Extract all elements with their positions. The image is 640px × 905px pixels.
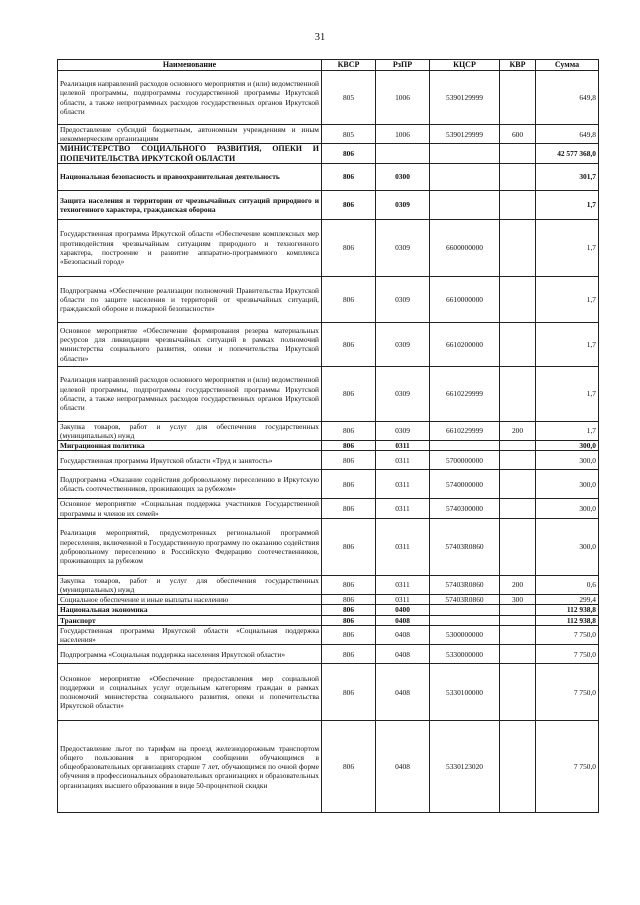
cell-sum: 300,0	[536, 518, 599, 575]
cell-kcsr: 5740300000	[430, 499, 500, 518]
table-row	[58, 322, 599, 366]
cell-kcsr: 6610000000	[430, 276, 500, 322]
cell-name: Реализация мероприятий, предусмотренных региональной программой переселения, включенной в Государственную программу по оказанию содействия добровольному переселению в Российскую Федерацию соотечественников, проживающих за рубежом	[58, 518, 322, 575]
cell-kvr	[500, 190, 536, 219]
cell-name: Защита населения и территории от чрезвычайных ситуаций природного и техногенного характера, гражданская оборона	[58, 190, 322, 219]
cell-sum: 112 938,8	[536, 615, 599, 625]
cell-sum: 1,7	[536, 322, 599, 366]
cell-sum: 1,7	[536, 366, 599, 421]
table-row	[58, 595, 599, 605]
cell-kcsr: 5330123020	[430, 721, 500, 813]
cell-sum: 649,8	[536, 125, 599, 144]
cell-sum: 7 750,0	[536, 625, 599, 644]
cell-kcsr	[430, 190, 500, 219]
table-row	[58, 421, 599, 440]
cell-kvsr: 806	[322, 421, 376, 440]
cell-rzpr: 0311	[376, 470, 430, 499]
cell-kcsr	[430, 605, 500, 615]
cell-kvr	[500, 499, 536, 518]
cell-kcsr: 5390129999	[430, 71, 500, 125]
cell-sum: 299,4	[536, 595, 599, 605]
cell-rzpr: 0311	[376, 595, 430, 605]
cell-name: Подпрограмма «Социальная поддержка населения Иркутской области»	[58, 645, 322, 664]
cell-kvr	[500, 518, 536, 575]
table-row	[58, 721, 599, 813]
table-row	[58, 163, 599, 190]
table-row	[58, 499, 599, 518]
cell-name: Подпрограмма «Обеспечение реализации полномочий Правительства Иркутской области по защите населения и территорий от чрезвычайных ситуаций, гражданской обороне и пожарной безопасности»	[58, 276, 322, 322]
header-kcsr: КЦСР	[430, 60, 500, 71]
cell-kvr	[500, 605, 536, 615]
header-kvr: КВР	[500, 60, 536, 71]
cell-sum: 7 750,0	[536, 664, 599, 721]
cell-kcsr: 57403R0860	[430, 595, 500, 605]
cell-name: Закупка товаров, работ и услуг для обеспечения государственных (муниципальных) нужд	[58, 421, 322, 440]
cell-name: Государственная программа Иркутской области «Социальная поддержка населения»	[58, 625, 322, 644]
cell-kvr	[500, 322, 536, 366]
cell-kvr	[500, 615, 536, 625]
cell-rzpr: 0408	[376, 721, 430, 813]
cell-sum: 649,8	[536, 71, 599, 125]
cell-kvsr: 806	[322, 322, 376, 366]
cell-rzpr: 0311	[376, 499, 430, 518]
table-row	[58, 366, 599, 421]
cell-kvr	[500, 664, 536, 721]
cell-rzpr: 0400	[376, 605, 430, 615]
cell-kvr: 200	[500, 575, 536, 594]
header-name: Наименование	[58, 60, 322, 71]
cell-kvsr: 806	[322, 366, 376, 421]
cell-kcsr: 5740000000	[430, 470, 500, 499]
cell-sum: 300,0	[536, 499, 599, 518]
cell-kvsr: 806	[322, 664, 376, 721]
cell-name: Государственная программа Иркутской области «Труд и занятость»	[58, 451, 322, 470]
header-sum: Сумма	[536, 60, 599, 71]
table-row	[58, 518, 599, 575]
cell-name: Транспорт	[58, 615, 322, 625]
cell-kcsr: 6610229999	[430, 366, 500, 421]
cell-rzpr	[376, 144, 430, 163]
cell-kvsr: 806	[322, 163, 376, 190]
table-row	[58, 190, 599, 219]
cell-rzpr: 0408	[376, 625, 430, 644]
cell-kvr	[500, 625, 536, 644]
cell-kvsr: 806	[322, 721, 376, 813]
cell-sum: 1,7	[536, 276, 599, 322]
cell-kvsr: 806	[322, 595, 376, 605]
cell-sum: 300,0	[536, 470, 599, 499]
cell-name: Реализация направлений расходов основного мероприятия и (или) ведомственной целевой программы, подпрограммы государственной программы Иркутской области, а также непрограммных расходов государственных органов Иркутской области	[58, 366, 322, 421]
cell-kvsr: 805	[322, 71, 376, 125]
table-row	[58, 276, 599, 322]
cell-rzpr: 0311	[376, 575, 430, 594]
cell-name: МИНИСТЕРСТВО СОЦИАЛЬНОГО РАЗВИТИЯ, ОПЕКИ И ПОПЕЧИТЕЛЬСТВА ИРКУТСКОЙ ОБЛАСТИ	[58, 144, 322, 163]
cell-rzpr: 0309	[376, 219, 430, 276]
cell-name: Государственная программа Иркутской области «Обеспечение комплексных мер противодействия чрезвычайным ситуациям природного и техногенного характера, построение и развитие аппаратно-программного комплекса «Безопасный город»	[58, 219, 322, 276]
cell-name: Основное мероприятие «Обеспечение формирования резерва материальных ресурсов для ликвидации чрезвычайных ситуаций в рамках полномочий министерства социального развития, опеки и попечительства Иркутской области»	[58, 322, 322, 366]
budget-table	[57, 59, 599, 813]
cell-rzpr: 0309	[376, 322, 430, 366]
header-kvsr: КВСР	[322, 60, 376, 71]
cell-sum: 1,7	[536, 190, 599, 219]
table-row	[58, 451, 599, 470]
cell-kvsr: 806	[322, 575, 376, 594]
cell-rzpr: 0309	[376, 366, 430, 421]
cell-sum: 112 938,8	[536, 605, 599, 615]
cell-kvsr: 806	[322, 605, 376, 615]
cell-kvsr: 806	[322, 625, 376, 644]
header-rzpr: РзПР	[376, 60, 430, 71]
cell-name: Подпрограмма «Оказание содействия добровольному переселению в Иркутскую область соотечественников, проживающих за рубежом»	[58, 470, 322, 499]
cell-sum: 1,7	[536, 219, 599, 276]
cell-kcsr: 5390129999	[430, 125, 500, 144]
cell-kvr: 600	[500, 125, 536, 144]
table-row	[58, 71, 599, 125]
cell-rzpr: 0408	[376, 645, 430, 664]
cell-sum: 7 750,0	[536, 721, 599, 813]
cell-kcsr: 5330100000	[430, 664, 500, 721]
table-row	[58, 144, 599, 163]
cell-name: Национальная экономика	[58, 605, 322, 615]
cell-kcsr: 5330000000	[430, 645, 500, 664]
cell-kcsr: 57403R0860	[430, 518, 500, 575]
cell-kvr	[500, 645, 536, 664]
cell-kvsr: 806	[322, 451, 376, 470]
cell-kvr: 200	[500, 421, 536, 440]
cell-kcsr: 6610229999	[430, 421, 500, 440]
cell-rzpr: 0311	[376, 451, 430, 470]
cell-kvsr: 806	[322, 276, 376, 322]
cell-kvr	[500, 451, 536, 470]
cell-name: Закупка товаров, работ и услуг для обеспечения государственных (муниципальных) нужд	[58, 575, 322, 594]
cell-kvr: 300	[500, 595, 536, 605]
table-row	[58, 441, 599, 451]
cell-sum: 300,0	[536, 441, 599, 451]
cell-kvr	[500, 219, 536, 276]
cell-kvr	[500, 366, 536, 421]
cell-kcsr	[430, 163, 500, 190]
table-row	[58, 615, 599, 625]
cell-kcsr	[430, 615, 500, 625]
cell-sum: 0,6	[536, 575, 599, 594]
table-row	[58, 575, 599, 594]
table-row	[58, 664, 599, 721]
cell-kcsr: 6610200000	[430, 322, 500, 366]
cell-sum: 300,0	[536, 451, 599, 470]
cell-name: Миграционная политика	[58, 441, 322, 451]
cell-rzpr: 1006	[376, 125, 430, 144]
cell-rzpr: 0300	[376, 163, 430, 190]
table-row	[58, 605, 599, 615]
cell-kcsr: 6600000000	[430, 219, 500, 276]
cell-name: Предоставление субсидий бюджетным, автономным учреждениям и иным некоммерческим организациям	[58, 125, 322, 144]
cell-rzpr: 0309	[376, 421, 430, 440]
cell-kvsr: 806	[322, 499, 376, 518]
cell-kvsr: 806	[322, 441, 376, 451]
table-row	[58, 645, 599, 664]
cell-name: Социальное обеспечение и иные выплаты населению	[58, 595, 322, 605]
cell-kvr	[500, 144, 536, 163]
cell-kvr	[500, 163, 536, 190]
cell-kcsr	[430, 441, 500, 451]
cell-sum: 1,7	[536, 421, 599, 440]
cell-rzpr: 0408	[376, 615, 430, 625]
cell-kcsr: 57403R0860	[430, 575, 500, 594]
table-row	[58, 470, 599, 499]
cell-name: Реализация направлений расходов основного мероприятия и (или) ведомственной целевой программы, подпрограммы государственной программы Иркутской области, а также непрограммных расходов государственных органов Иркутской области	[58, 71, 322, 125]
cell-rzpr: 0408	[376, 664, 430, 721]
cell-rzpr: 0309	[376, 190, 430, 219]
cell-kvsr: 806	[322, 219, 376, 276]
cell-name: Основное мероприятие «Обеспечение предоставления мер социальной поддержки и социальных услуг отдельным категориям граждан в рамках полномочий министерства социального развития, опеки и попечительства Иркутской области»	[58, 664, 322, 721]
cell-name: Основное мероприятие «Социальная поддержка участников Государственной программы и членов их семей»	[58, 499, 322, 518]
page-number: 31	[314, 32, 326, 43]
cell-sum: 301,7	[536, 163, 599, 190]
cell-rzpr: 0311	[376, 518, 430, 575]
cell-kcsr: 5700000000	[430, 451, 500, 470]
table-row	[58, 125, 599, 144]
cell-kvsr: 806	[322, 470, 376, 499]
table-header-row	[58, 60, 599, 71]
cell-kvsr: 806	[322, 615, 376, 625]
cell-rzpr: 1006	[376, 71, 430, 125]
cell-kcsr: 5300000000	[430, 625, 500, 644]
cell-kvr	[500, 276, 536, 322]
cell-kvr	[500, 470, 536, 499]
cell-kvr	[500, 71, 536, 125]
cell-rzpr: 0309	[376, 276, 430, 322]
cell-sum: 42 577 368,0	[536, 144, 599, 163]
cell-sum: 7 750,0	[536, 645, 599, 664]
cell-kvr	[500, 441, 536, 451]
cell-kcsr	[430, 144, 500, 163]
cell-kvsr: 806	[322, 144, 376, 163]
cell-name: Предоставление льгот по тарифам на проезд железнодорожным транспортом общего пользования в пригородном сообщении обучающимся в общеобразовательных организациях старше 7 лет, обучающимся по очной форме обучения в профессиональных образовательных организациях и образовательных организациях высшего образования в виде 50-процентной скидки	[58, 721, 322, 813]
cell-kvsr: 805	[322, 125, 376, 144]
cell-kvsr: 806	[322, 645, 376, 664]
cell-kvsr: 806	[322, 190, 376, 219]
table-row	[58, 625, 599, 644]
cell-name: Национальная безопасность и правоохранительная деятельность	[58, 163, 322, 190]
cell-kvsr: 806	[322, 518, 376, 575]
cell-rzpr: 0311	[376, 441, 430, 451]
cell-kvr	[500, 721, 536, 813]
table-row	[58, 219, 599, 276]
